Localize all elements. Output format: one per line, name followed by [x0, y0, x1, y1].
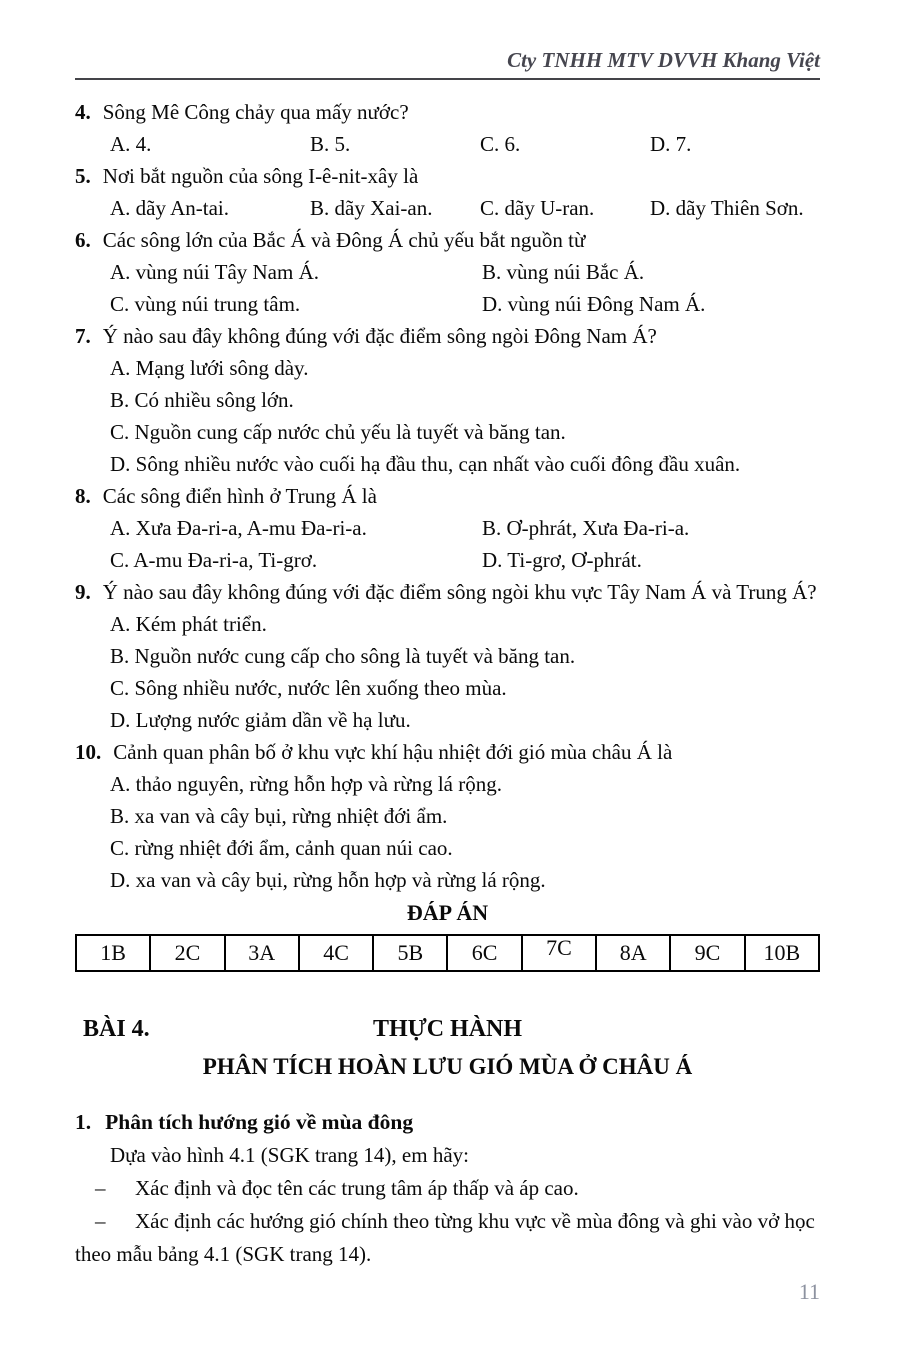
dash-bullet-icon: –: [95, 1209, 106, 1233]
answer-cell: 6C: [447, 935, 521, 971]
section-heading-text: Phân tích hướng gió về mùa đông: [105, 1110, 414, 1134]
bullet-item: – Xác định và đọc tên các trung tâm áp thấp và áp cao.: [75, 1172, 820, 1205]
answer-option: D. Ti-grơ, Ơ-phrát.: [482, 548, 642, 572]
answer-option: D. Lượng nước giảm dần về hạ lưu.: [110, 708, 411, 732]
answer-option: A. Mạng lưới sông dày.: [110, 356, 309, 380]
answer-option: A. 4.: [110, 132, 152, 156]
answer-option: C. Nguồn cung cấp nước chủ yếu là tuyết và băng tan.: [110, 420, 566, 444]
question-options: [75, 608, 820, 736]
answer-option: B. Ơ-phrát, Xưa Đa-ri-a.: [482, 516, 690, 540]
question-number: 4.: [75, 100, 91, 124]
section-intro: Dựa vào hình 4.1 (SGK trang 14), em hãy:: [110, 1143, 469, 1167]
answer-option: B. Nguồn nước cung cấp cho sông là tuyết và băng tan.: [110, 644, 576, 668]
lesson-title-line2: PHÂN TÍCH HOÀN LƯU GIÓ MÙA Ở CHÂU Á: [202, 1054, 693, 1079]
answer-key-table: [75, 934, 820, 972]
answer-cell: 8A: [596, 935, 670, 971]
lesson-title-row: [75, 1012, 820, 1046]
page-number: 11: [798, 1279, 820, 1304]
answer-option: A. Xưa Đa-ri-a, A-mu Đa-ri-a.: [110, 516, 367, 540]
question-options: [75, 768, 820, 896]
answer-cell: 5B: [373, 935, 447, 971]
question-number: 9.: [75, 580, 91, 604]
question-list: [75, 80, 820, 896]
publisher-name: Cty TNHH MTV DVVH Khang Việt: [507, 48, 820, 72]
question-text: 5. Nơi bắt nguồn của sông I-ê-nit-xây là: [75, 164, 419, 188]
answer-cell: 10B: [745, 935, 819, 971]
question-options: [75, 512, 820, 576]
answer-key-section: [75, 898, 820, 972]
answer-option: D. 7.: [650, 132, 692, 156]
question-number: 5.: [75, 164, 91, 188]
question-text: 10. Cảnh quan phân bố ở khu vực khí hậu nhiệt đới gió mùa châu Á là: [75, 740, 673, 764]
question-options: [75, 256, 820, 320]
bullet-list: [75, 1172, 820, 1271]
section-number: 1.: [75, 1110, 92, 1134]
answer-option: C. vùng núi trung tâm.: [110, 292, 301, 316]
answer-option: D. xa van và cây bụi, rừng hỗn hợp và rừng lá rộng.: [110, 868, 546, 892]
lesson-section: [75, 1012, 820, 1271]
answer-key-row: [76, 935, 819, 971]
answer-option: D. dãy Thiên Sơn.: [650, 196, 804, 220]
answer-cell: 3A: [225, 935, 299, 971]
answer-option: B. xa van và cây bụi, rừng nhiệt đới ẩm.: [110, 804, 448, 828]
answer-option: C. 6.: [480, 132, 521, 156]
answer-option: B. 5.: [310, 132, 351, 156]
page-content: [75, 0, 820, 1307]
question-number: 7.: [75, 324, 91, 348]
question-text: 9. Ý nào sau đây không đúng với đặc điểm sông ngòi khu vực Tây Nam Á và Trung Á?: [75, 580, 817, 604]
question-options: [75, 192, 820, 224]
question-text: 8. Các sông điển hình ở Trung Á là: [75, 484, 377, 508]
question-text: 6. Các sông lớn của Bắc Á và Đông Á chủ yếu bắt nguồn từ: [75, 228, 586, 252]
answer-option: C. Sông nhiều nước, nước lên xuống theo mùa.: [110, 676, 507, 700]
answer-key-title: ĐÁP ÁN: [406, 900, 489, 925]
answer-option: B. vùng núi Bắc Á.: [482, 260, 645, 284]
page-header: [75, 0, 820, 80]
answer-option: A. dãy An-tai.: [110, 196, 229, 220]
answer-cell: 1B: [76, 935, 150, 971]
section-heading: [75, 1106, 820, 1139]
answer-option: B. dãy Xai-an.: [310, 196, 433, 220]
question: [75, 160, 820, 224]
question: [75, 224, 820, 320]
lesson-title-line1: THỰC HÀNH: [372, 1016, 523, 1042]
answer-cell: 4C: [299, 935, 373, 971]
question-options: [75, 352, 820, 480]
question-text: 7. Ý nào sau đây không đúng với đặc điểm sông ngòi Đông Nam Á?: [75, 324, 657, 348]
answer-option: C. A-mu Đa-ri-a, Ti-grơ.: [110, 548, 318, 572]
answer-option: D. vùng núi Đông Nam Á.: [482, 292, 706, 316]
dash-bullet-icon: –: [95, 1176, 106, 1200]
answer-option: C. rừng nhiệt đới ẩm, cảnh quan núi cao.: [110, 836, 453, 860]
question-text: 4. Sông Mê Công chảy qua mấy nước?: [75, 100, 409, 124]
answer-option: A. thảo nguyên, rừng hỗn hợp và rừng lá rộng.: [110, 772, 502, 796]
answer-option: A. vùng núi Tây Nam Á.: [110, 260, 320, 284]
question: [75, 480, 820, 576]
answer-cell: 7C: [522, 935, 596, 971]
answer-cell: 2C: [150, 935, 224, 971]
answer-cell: 9C: [670, 935, 744, 971]
question-number: 10.: [75, 740, 102, 764]
bullet-item: – Xác định các hướng gió chính theo từng khu vực về mùa đông và ghi vào vở học theo mẫu bảng 4.1 (SGK trang 14).: [75, 1205, 820, 1271]
question-number: 8.: [75, 484, 91, 508]
question: [75, 576, 820, 736]
question-options: [75, 128, 820, 160]
answer-option: B. Có nhiều sông lớn.: [110, 388, 294, 412]
answer-option: D. Sông nhiều nước vào cuối hạ đầu thu, cạn nhất vào cuối đông đầu xuân.: [110, 452, 741, 476]
question: [75, 320, 820, 480]
lesson-number-label: BÀI 4.: [83, 1016, 150, 1042]
question: [75, 736, 820, 896]
answer-option: C. dãy U-ran.: [480, 196, 595, 220]
question: [75, 96, 820, 160]
question-number: 6.: [75, 228, 91, 252]
answer-option: A. Kém phát triển.: [110, 612, 267, 636]
